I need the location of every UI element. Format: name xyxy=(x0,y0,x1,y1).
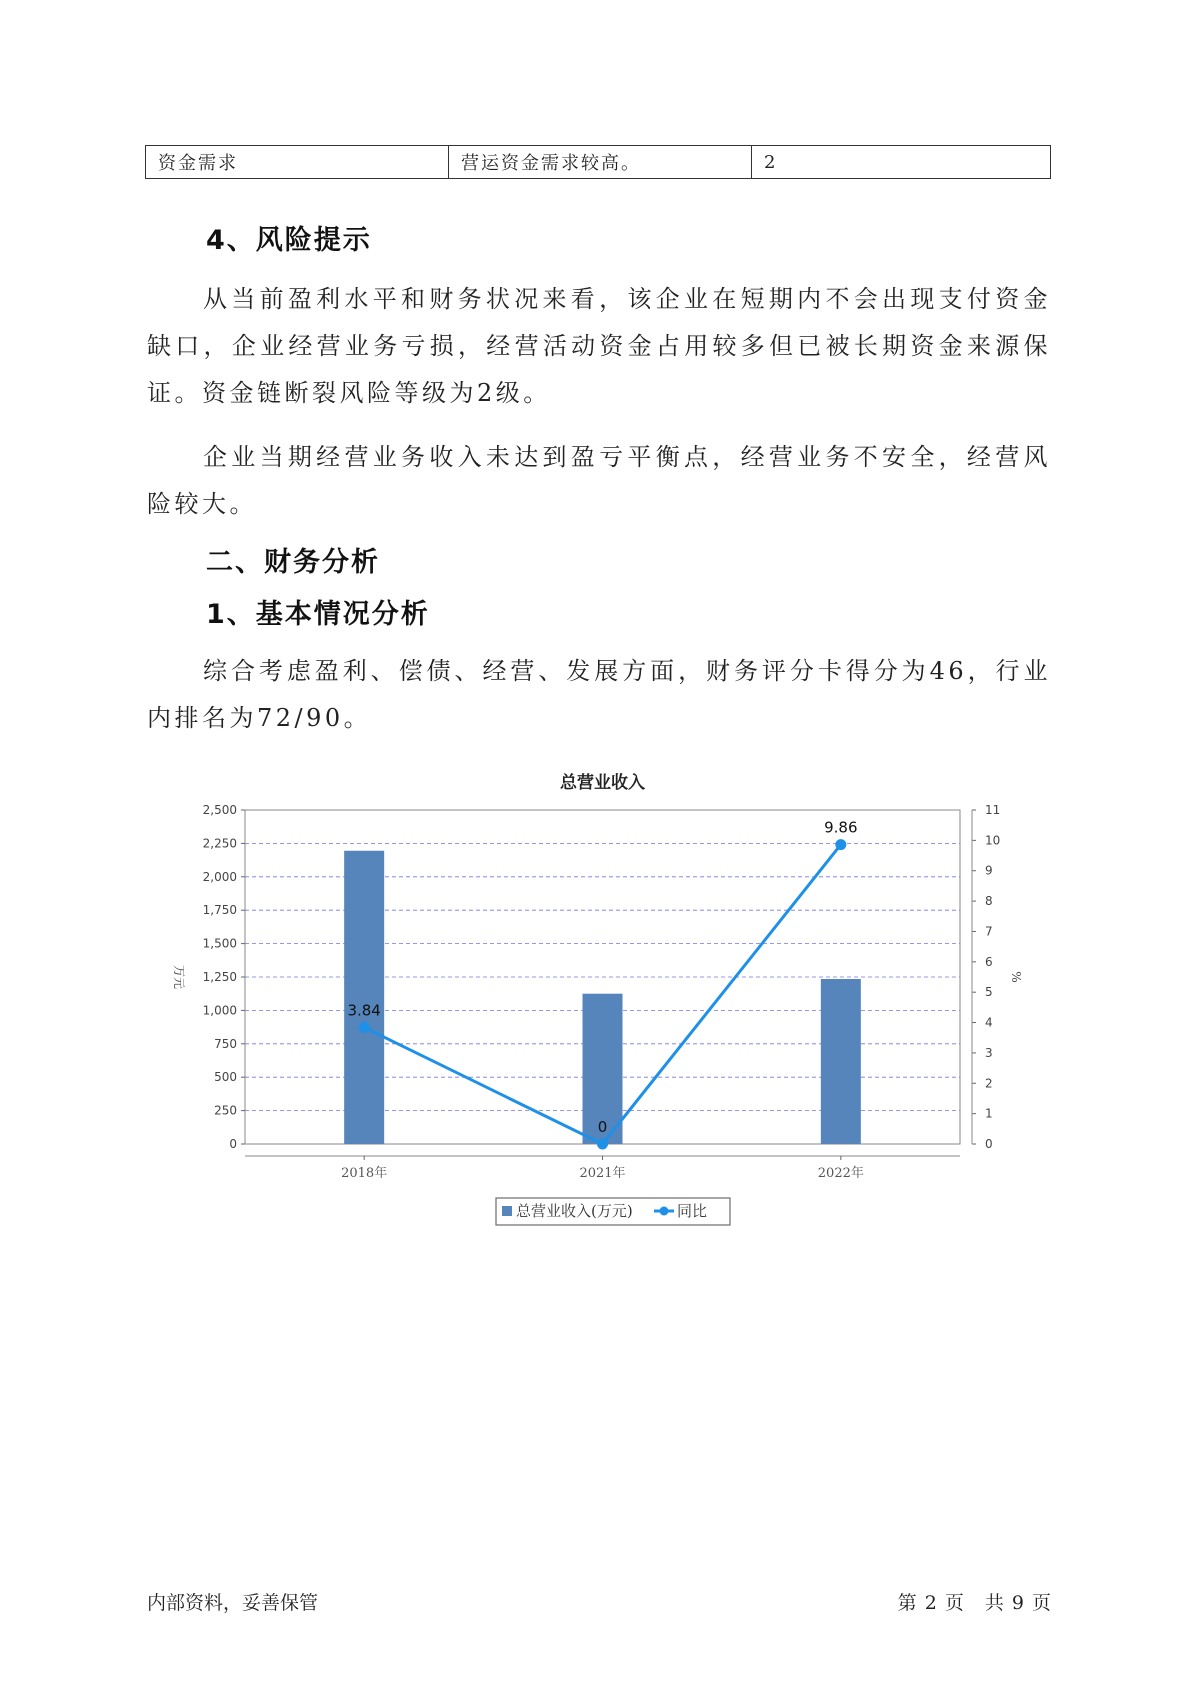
x-tick-label: 2021年 xyxy=(579,1166,626,1181)
x-tick-label: 2022年 xyxy=(817,1166,864,1181)
risk-heading: 4、风险提示 xyxy=(206,225,372,256)
y-right-tick-label: 3 xyxy=(985,1045,993,1060)
y-left-tick-label: 2,250 xyxy=(202,836,237,851)
y-right-tick-label: 6 xyxy=(985,954,993,969)
bar xyxy=(344,851,384,1144)
revenue-chart xyxy=(150,760,1023,1220)
table-cell-level: 2 xyxy=(752,146,1051,179)
y-right-tick-label: 2 xyxy=(985,1076,993,1091)
yoy-point xyxy=(597,1139,608,1150)
y-right-tick-label: 11 xyxy=(985,803,1001,817)
chart-title: 总营业收入 xyxy=(560,773,645,793)
y-right-axis-label: % xyxy=(1009,971,1023,983)
table-cell-description: 营运资金需求较高。 xyxy=(449,146,752,179)
risk-paragraph-1: 从当前盈利水平和财务状况来看，该企业在短期内不会出现支付资金缺口，企业经营业务亏损，经营活动资金占用较多但已被长期资金来源保证。资金链断裂风险等级为2级。 xyxy=(147,285,1051,407)
basic-analysis-heading: 1、基本情况分析 xyxy=(206,599,430,630)
risk-table xyxy=(145,145,1051,179)
yoy-data-label: 9.86 xyxy=(824,818,858,837)
footer-page-number: 第 2 页 共 9 页 xyxy=(897,1592,1052,1614)
finance-heading: 二、财务分析 xyxy=(206,547,380,578)
y-left-tick-label: 0 xyxy=(229,1137,237,1151)
y-left-axis-label: 万元 xyxy=(172,964,186,990)
footer-confidential-note: 内部资料，妥善保管 xyxy=(147,1592,319,1614)
y-right-tick-label: 9 xyxy=(985,863,993,878)
legend-label-revenue: 总营业收入(万元) xyxy=(516,1202,633,1220)
y-left-tick-label: 1,000 xyxy=(202,1003,237,1018)
y-left-tick-label: 2,000 xyxy=(202,869,237,884)
risk-paragraph-2: 企业当期经营业务收入未达到盈亏平衡点，经营业务不安全，经营风险较大。 xyxy=(147,443,1051,518)
yoy-point xyxy=(359,1022,370,1033)
y-right-tick-label: 8 xyxy=(985,894,993,909)
legend-swatch-bar xyxy=(502,1206,512,1216)
revenue-chart-svg xyxy=(150,760,1023,1220)
yoy-data-label: 0 xyxy=(597,1118,608,1136)
y-left-tick-label: 500 xyxy=(214,1070,237,1085)
yoy-point xyxy=(835,839,846,850)
y-left-tick-label: 750 xyxy=(214,1036,237,1051)
y-right-tick-label: 4 xyxy=(985,1015,993,1030)
y-right-tick-label: 0 xyxy=(985,1137,993,1151)
y-right-tick-label: 7 xyxy=(985,924,993,939)
y-right-tick-label: 5 xyxy=(985,985,993,1000)
legend-label-yoy: 同比 xyxy=(677,1202,708,1220)
yoy-data-label: 3.84 xyxy=(347,1001,381,1020)
x-tick-label: 2018年 xyxy=(341,1166,388,1181)
y-right-tick-label: 1 xyxy=(985,1106,993,1121)
basic-analysis-paragraph: 综合考虑盈利、偿债、经营、发展方面，财务评分卡得分为46，行业内排名为72/90。 xyxy=(147,657,1051,732)
legend-swatch-point xyxy=(660,1207,669,1216)
table-cell-item: 资金需求 xyxy=(146,146,449,179)
y-left-tick-label: 1,500 xyxy=(202,936,237,951)
y-left-tick-label: 1,750 xyxy=(202,903,237,918)
y-right-tick-label: 10 xyxy=(985,833,1001,848)
table-row xyxy=(146,146,1051,179)
y-left-tick-label: 1,250 xyxy=(202,970,237,984)
y-left-tick-label: 2,500 xyxy=(202,803,237,817)
y-left-tick-label: 250 xyxy=(214,1103,237,1118)
bar xyxy=(821,979,861,1144)
